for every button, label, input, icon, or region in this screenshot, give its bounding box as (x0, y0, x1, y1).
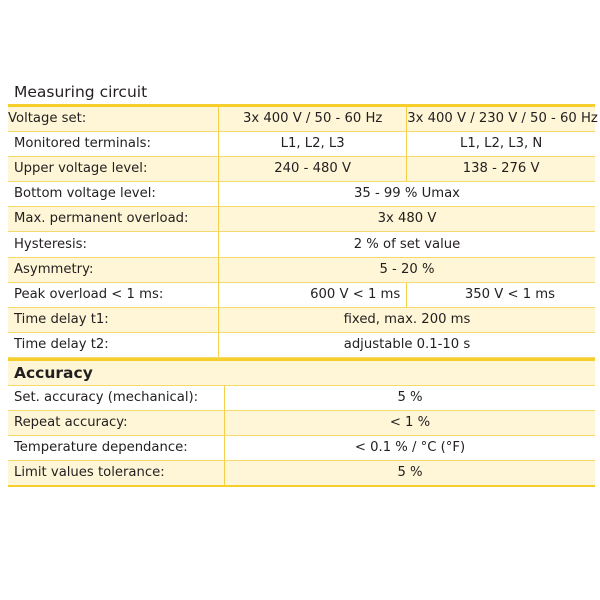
table-row (8, 307, 595, 332)
table-row (8, 282, 595, 307)
row-value: 5 - 20 % (219, 257, 596, 282)
measuring-circuit-title: Measuring circuit (8, 80, 595, 107)
row-value: 3x 480 V (219, 207, 596, 232)
row-label: Time delay t2: (8, 332, 219, 357)
row-label: Bottom voltage level: (8, 182, 219, 207)
row-label: Asymmetry: (8, 257, 219, 282)
bottom-rule (8, 485, 595, 487)
row-label: Monitored terminals: (8, 132, 219, 157)
row-value-variant-b: 138 - 276 V (407, 157, 595, 182)
row-value-variant-b: 3x 400 V / 230 V / 50 - 60 Hz (407, 107, 595, 132)
spec-sheet (8, 80, 598, 487)
accuracy-table (8, 386, 595, 486)
table-row (8, 461, 595, 486)
row-value: fixed, max. 200 ms (219, 307, 596, 332)
row-value: 5 % (225, 386, 596, 411)
row-label: Set. accuracy (mechanical): (8, 386, 225, 411)
table-row (8, 107, 595, 132)
row-value-variant-b: 350 V < 1 ms (407, 282, 595, 307)
row-value: 2 % of set value (219, 232, 596, 257)
table-row (8, 157, 595, 182)
table-row (8, 411, 595, 436)
table-row (8, 207, 595, 232)
row-label: Temperature dependance: (8, 436, 225, 461)
row-value: < 0.1 % / °C (°F) (225, 436, 596, 461)
table-row (8, 436, 595, 461)
row-label: Max. permanent overload: (8, 207, 219, 232)
row-label: Hysteresis: (8, 232, 219, 257)
table-row (8, 232, 595, 257)
row-value-variant-a: L1, L2, L3 (219, 132, 407, 157)
row-label: Voltage set: (8, 107, 219, 132)
row-value-variant-a: 240 - 480 V (219, 157, 407, 182)
row-label: Limit values tolerance: (8, 461, 225, 486)
row-value: adjustable 0.1-10 s (219, 332, 596, 357)
row-value-variant-a: 3x 400 V / 50 - 60 Hz (219, 107, 407, 132)
measuring-circuit-table (8, 107, 598, 358)
accuracy-title: Accuracy (8, 358, 595, 386)
row-value: 35 - 99 % Umax (219, 182, 596, 207)
row-label: Repeat accuracy: (8, 411, 225, 436)
row-value-variant-b: L1, L2, L3, N (407, 132, 595, 157)
table-row (8, 132, 595, 157)
row-label: Time delay t1: (8, 307, 219, 332)
row-label: Peak overload < 1 ms: (8, 282, 219, 307)
row-label: Upper voltage level: (8, 157, 219, 182)
row-value: < 1 % (225, 411, 596, 436)
table-row (8, 386, 595, 411)
table-row (8, 332, 595, 357)
table-row (8, 182, 595, 207)
row-value: 5 % (225, 461, 596, 486)
row-value-variant-a: 600 V < 1 ms (219, 282, 407, 307)
table-row (8, 257, 595, 282)
